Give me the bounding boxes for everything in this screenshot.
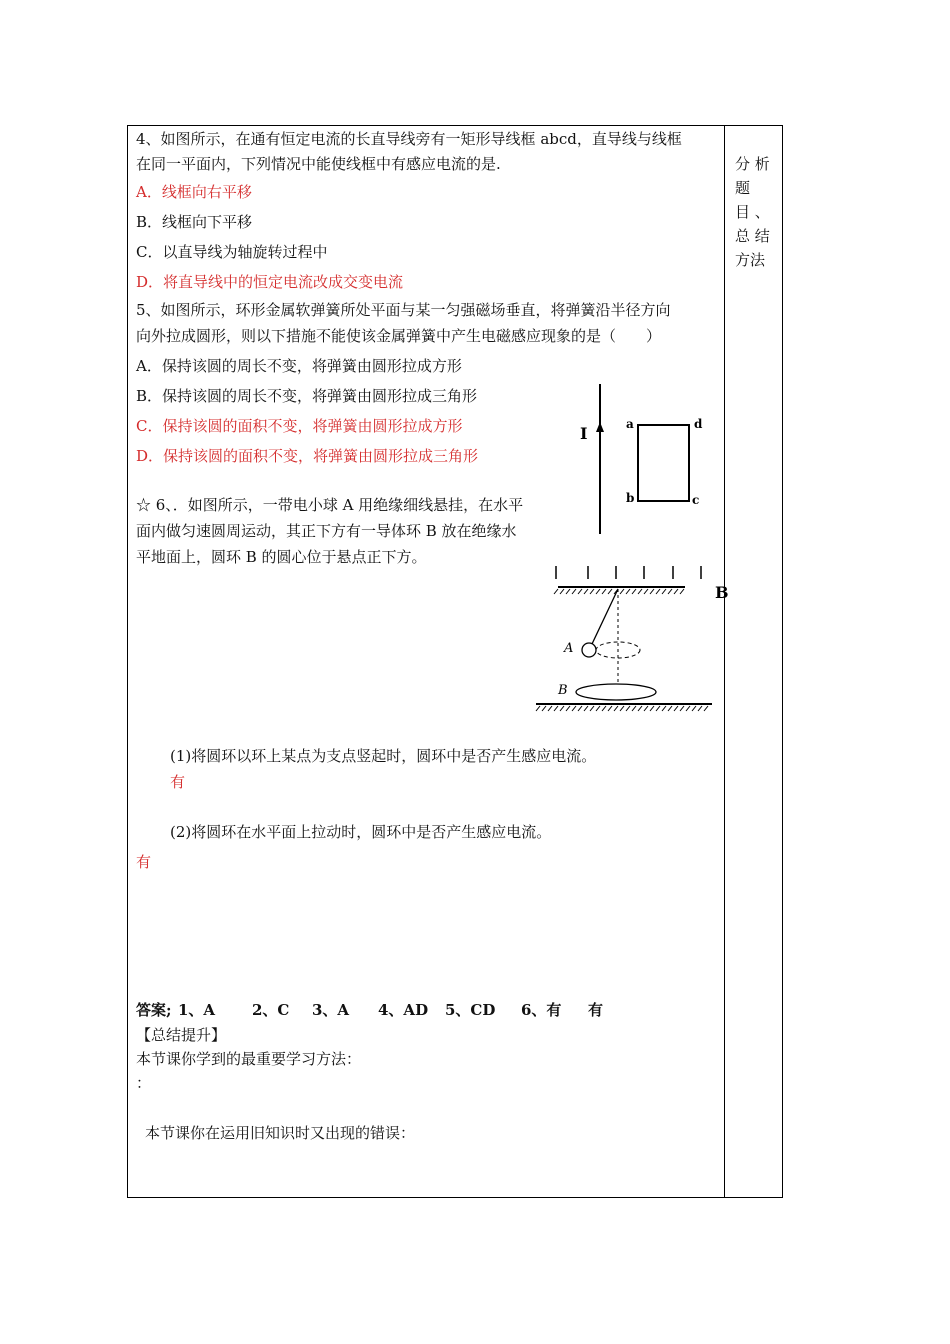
q6-answer2: 有 — [136, 853, 152, 871]
edge-mark: B — [715, 583, 729, 602]
q6-stem-line3: 平地面上，圆环 B 的圆心位于悬点正下方。 — [136, 548, 427, 566]
q4-option-c: C．以直导线为轴旋转过程中 — [136, 243, 328, 261]
q6-sub1: (1)将圆环以环上某点为支点竖起时，圆环中是否产生感应电流。 — [170, 747, 597, 765]
answer-item: 6、有 — [521, 1001, 562, 1019]
vertex-a: a — [626, 417, 634, 431]
q6-stem-line1: ☆ 6、．如图所示，一带电小球 A 用绝缘细线悬挂，在水平 — [136, 496, 524, 514]
side-note — [735, 152, 775, 272]
answer-item: 1、A — [178, 1001, 216, 1019]
summary-heading: 【总结提升】 — [136, 1026, 227, 1044]
label-a: A — [564, 641, 574, 656]
rect-loop — [638, 425, 689, 501]
vertex-b: b — [626, 491, 635, 505]
q5-option-a: A．保持该圆的周长不变，将弹簧由圆形拉成方形 — [136, 357, 462, 375]
thread — [592, 589, 618, 644]
q6-stem-line2: 面内做匀速圆周运动，其正下方有一导体环 B 放在绝缘水 — [136, 522, 517, 540]
side-note-line: 目 、 — [735, 203, 770, 221]
vertex-c: c — [692, 493, 700, 507]
current-arrow-icon — [596, 422, 604, 432]
q5-stem-line2: 向外拉成圆形，则以下措施不能使该金属弹簧中产生电磁感应现象的是（ ） — [136, 327, 662, 345]
q4-stem-line1: 4、如图所示，在通有恒定电流的长直导线旁有一矩形导线框 abcd，直导线与线框 — [136, 130, 682, 148]
q6-answer1: 有 — [170, 773, 186, 791]
q5-option-b: B．保持该圆的周长不变，将弹簧由圆形拉成三角形 — [136, 387, 478, 405]
side-note-line: 题 — [735, 179, 751, 197]
q4-stem-line2: 在同一平面内，下列情况中能使线框中有感应电流的是. — [136, 155, 501, 173]
current-label: I — [580, 424, 588, 443]
answer-item: 2、C — [252, 1001, 290, 1019]
q4-option-d: D．将直导线中的恒定电流改成交变电流 — [136, 273, 404, 291]
side-note-line: 分 析 — [735, 155, 770, 173]
ring-b — [576, 684, 656, 700]
summary-line2: ： — [136, 1074, 152, 1092]
q4-option-a: A．线框向右平移 — [136, 183, 252, 201]
answer-item: 有 — [588, 1001, 604, 1019]
pendulum-ring-figure — [530, 560, 729, 715]
summary-line1: 本节课你学到的最重要学习方法： — [136, 1050, 362, 1068]
ruler-ticks — [556, 566, 701, 579]
side-note-line: 方法 — [735, 251, 766, 269]
q6-sub2: (2)将圆环在水平面上拉动时，圆环中是否产生感应电流。 — [170, 823, 552, 841]
wire-loop-figure — [570, 380, 710, 540]
answer-item: 4、AD — [378, 1001, 429, 1019]
q4-option-b: B．线框向下平移 — [136, 213, 253, 231]
summary-line3: 本节课你在运用旧知识时又出现的错误： — [145, 1124, 416, 1142]
q5-stem-line1: 5、如图所示，环形金属软弹簧所处平面与某一匀强磁场垂直，将弹簧沿半径方向 — [136, 301, 671, 319]
ball-a — [582, 643, 596, 657]
label-b: B — [558, 683, 568, 698]
vertex-d: d — [694, 417, 703, 431]
side-note-line: 总 结 — [735, 227, 770, 245]
answer-item: 5、CD — [445, 1001, 496, 1019]
answer-item: 3、A — [312, 1001, 350, 1019]
q5-option-d: D．保持该圆的面积不变，将弹簧由圆形拉成三角形 — [136, 447, 479, 465]
q5-option-c: C．保持该圆的面积不变，将弹簧由圆形拉成方形 — [136, 417, 463, 435]
answers-label: 答案; — [136, 1001, 172, 1019]
